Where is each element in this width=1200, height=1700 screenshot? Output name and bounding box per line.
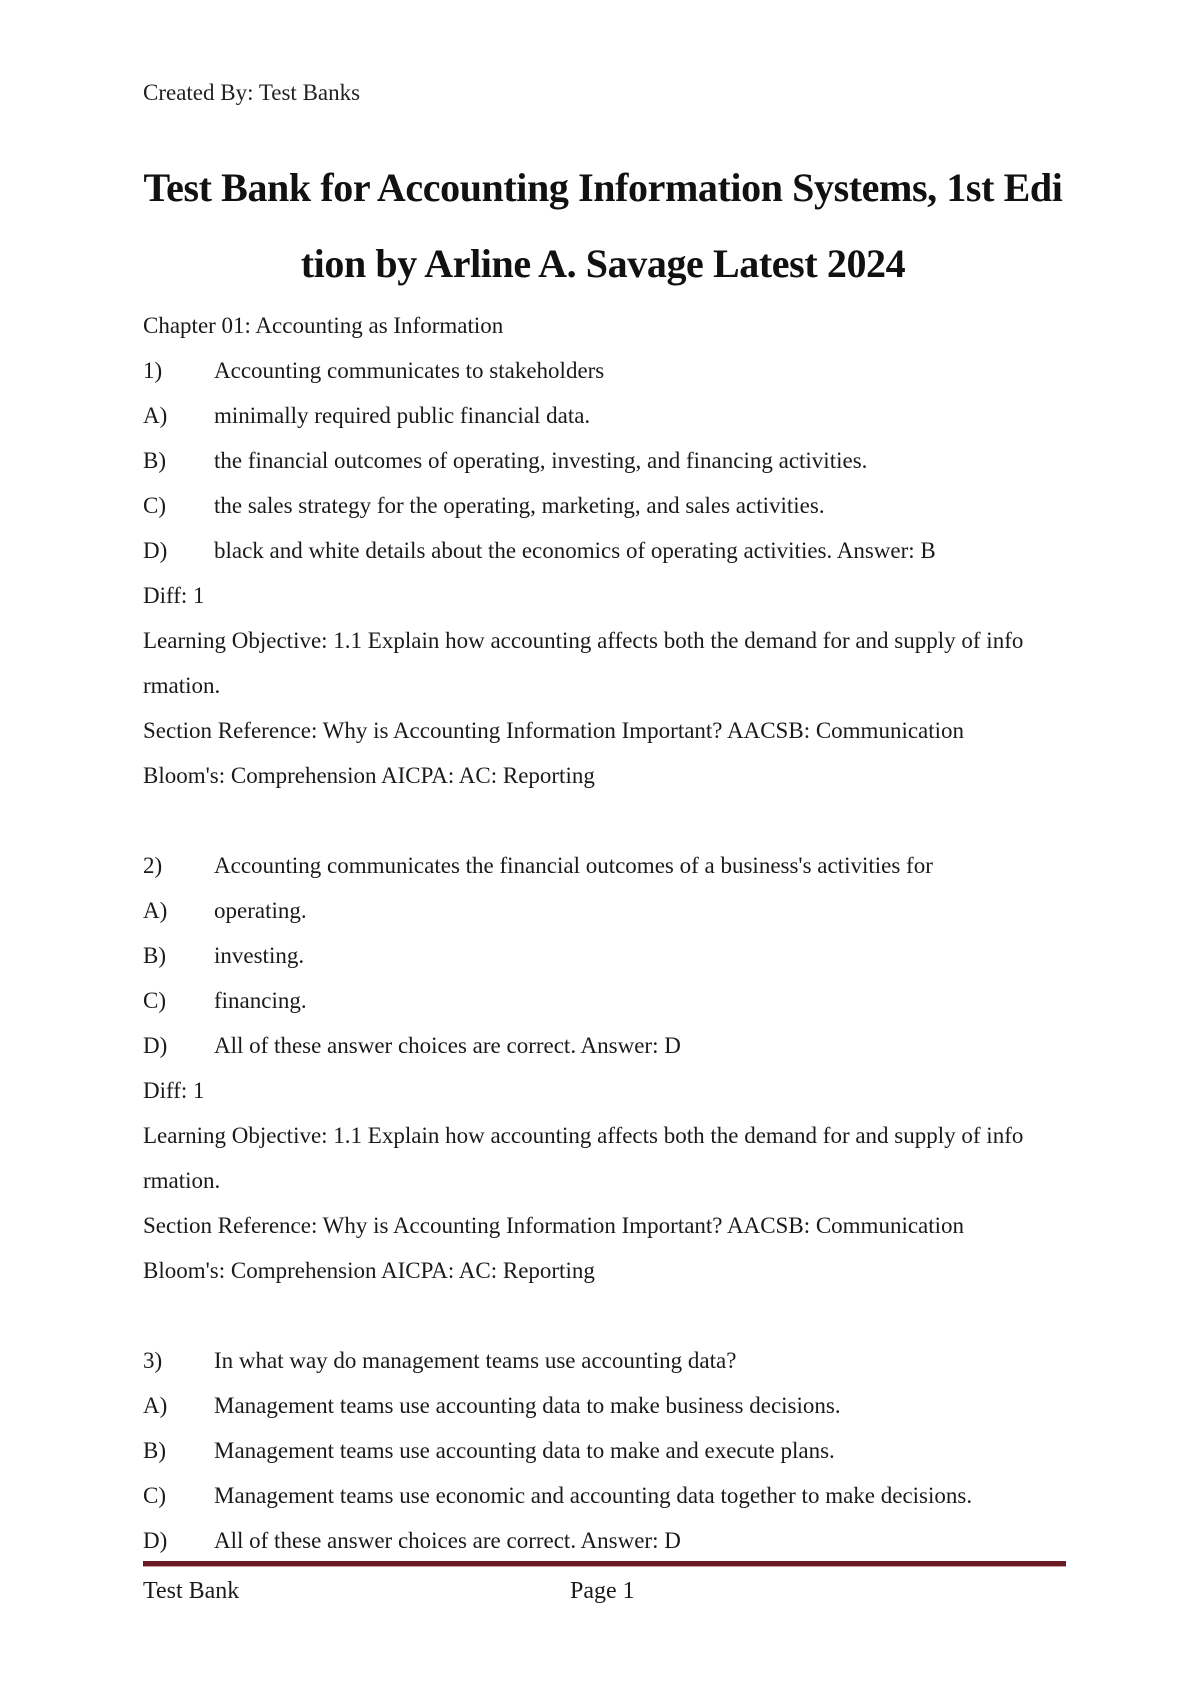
question-stem — [143, 843, 1073, 888]
document-title — [143, 150, 1063, 302]
spacer — [143, 798, 1073, 843]
learning-objective: Learning Objective: 1.1 Explain how accounting affects both the demand for and supply of info — [143, 1123, 1024, 1148]
question-block-1 — [143, 348, 1073, 798]
answer-option — [143, 438, 1073, 483]
option-text: operating. — [214, 898, 307, 923]
answer-option — [143, 978, 1073, 1023]
footer-divider — [143, 1561, 1066, 1567]
learning-objective: Learning Objective: 1.1 Explain how accounting affects both the demand for and supply of info — [143, 628, 1024, 653]
answer-option — [143, 933, 1073, 978]
page-number: Page 1 — [570, 1578, 635, 1604]
answer-option — [143, 1518, 1073, 1563]
option-label: D) — [143, 1033, 168, 1058]
section-reference: Section Reference: Why is Accounting Information Important? AACSB: Communication — [143, 718, 965, 743]
spacer — [143, 1293, 1073, 1338]
option-label: A) — [143, 403, 168, 428]
option-text: All of these answer choices are correct. Answer: D — [214, 1528, 681, 1553]
question-text: Accounting communicates the financial outcomes of a business's activities for — [214, 853, 933, 878]
question-number: 3) — [143, 1348, 163, 1373]
created-by-header: Created By: Test Banks — [143, 80, 361, 105]
option-label: C) — [143, 988, 166, 1013]
option-text: Management teams use accounting data to make business decisions. — [214, 1393, 841, 1418]
learning-objective-continued: rmation. — [143, 1168, 221, 1193]
answer-option — [143, 393, 1073, 438]
question-stem — [143, 348, 1073, 393]
question-text: Accounting communicates to stakeholders — [214, 358, 605, 383]
title-line-1: Test Bank for Accounting Information Systems, 1st Edi — [143, 165, 1063, 210]
answer-option — [143, 1383, 1073, 1428]
question-number: 1) — [143, 358, 163, 383]
option-label: B) — [143, 1438, 166, 1463]
option-label: D) — [143, 1528, 168, 1553]
answer-option — [143, 1473, 1073, 1518]
option-label: A) — [143, 898, 168, 923]
answer-option — [143, 483, 1073, 528]
difficulty: Diff: 1 — [143, 1078, 205, 1103]
footer-label: Test Bank — [143, 1578, 240, 1604]
question-block-3 — [143, 1338, 1073, 1563]
option-label: B) — [143, 943, 166, 968]
option-text: financing. — [214, 988, 307, 1013]
option-text: black and white details about the economics of operating activities. Answer: B — [214, 538, 936, 563]
question-block-2 — [143, 843, 1073, 1293]
question-stem — [143, 1338, 1073, 1383]
option-label: D) — [143, 538, 168, 563]
difficulty: Diff: 1 — [143, 583, 205, 608]
question-text: In what way do management teams use accounting data? — [214, 1348, 737, 1373]
option-text: the financial outcomes of operating, investing, and financing activities. — [214, 448, 868, 473]
question-number: 2) — [143, 853, 163, 878]
section-reference: Section Reference: Why is Accounting Information Important? AACSB: Communication — [143, 1213, 965, 1238]
answer-option — [143, 528, 1073, 573]
option-label: C) — [143, 1483, 166, 1508]
option-text: Management teams use economic and accounting data together to make decisions. — [214, 1483, 973, 1508]
option-text: minimally required public financial data. — [214, 403, 591, 428]
blooms-aicpa: Bloom's: Comprehension AICPA: AC: Reporting — [143, 763, 595, 788]
option-label: B) — [143, 448, 166, 473]
blooms-aicpa: Bloom's: Comprehension AICPA: AC: Reporting — [143, 1258, 595, 1283]
option-text: the sales strategy for the operating, marketing, and sales activities. — [214, 493, 825, 518]
option-text: Management teams use accounting data to make and execute plans. — [214, 1438, 835, 1463]
chapter-heading: Chapter 01: Accounting as Information — [143, 313, 504, 338]
option-label: C) — [143, 493, 166, 518]
answer-option — [143, 1428, 1073, 1473]
option-text: All of these answer choices are correct. Answer: D — [214, 1033, 681, 1058]
option-text: investing. — [214, 943, 305, 968]
learning-objective-continued: rmation. — [143, 673, 221, 698]
document-body — [143, 303, 1073, 1563]
answer-option — [143, 888, 1073, 933]
title-line-2: tion by Arline A. Savage Latest 2024 — [300, 241, 906, 286]
answer-option — [143, 1023, 1073, 1068]
option-label: A) — [143, 1393, 168, 1418]
